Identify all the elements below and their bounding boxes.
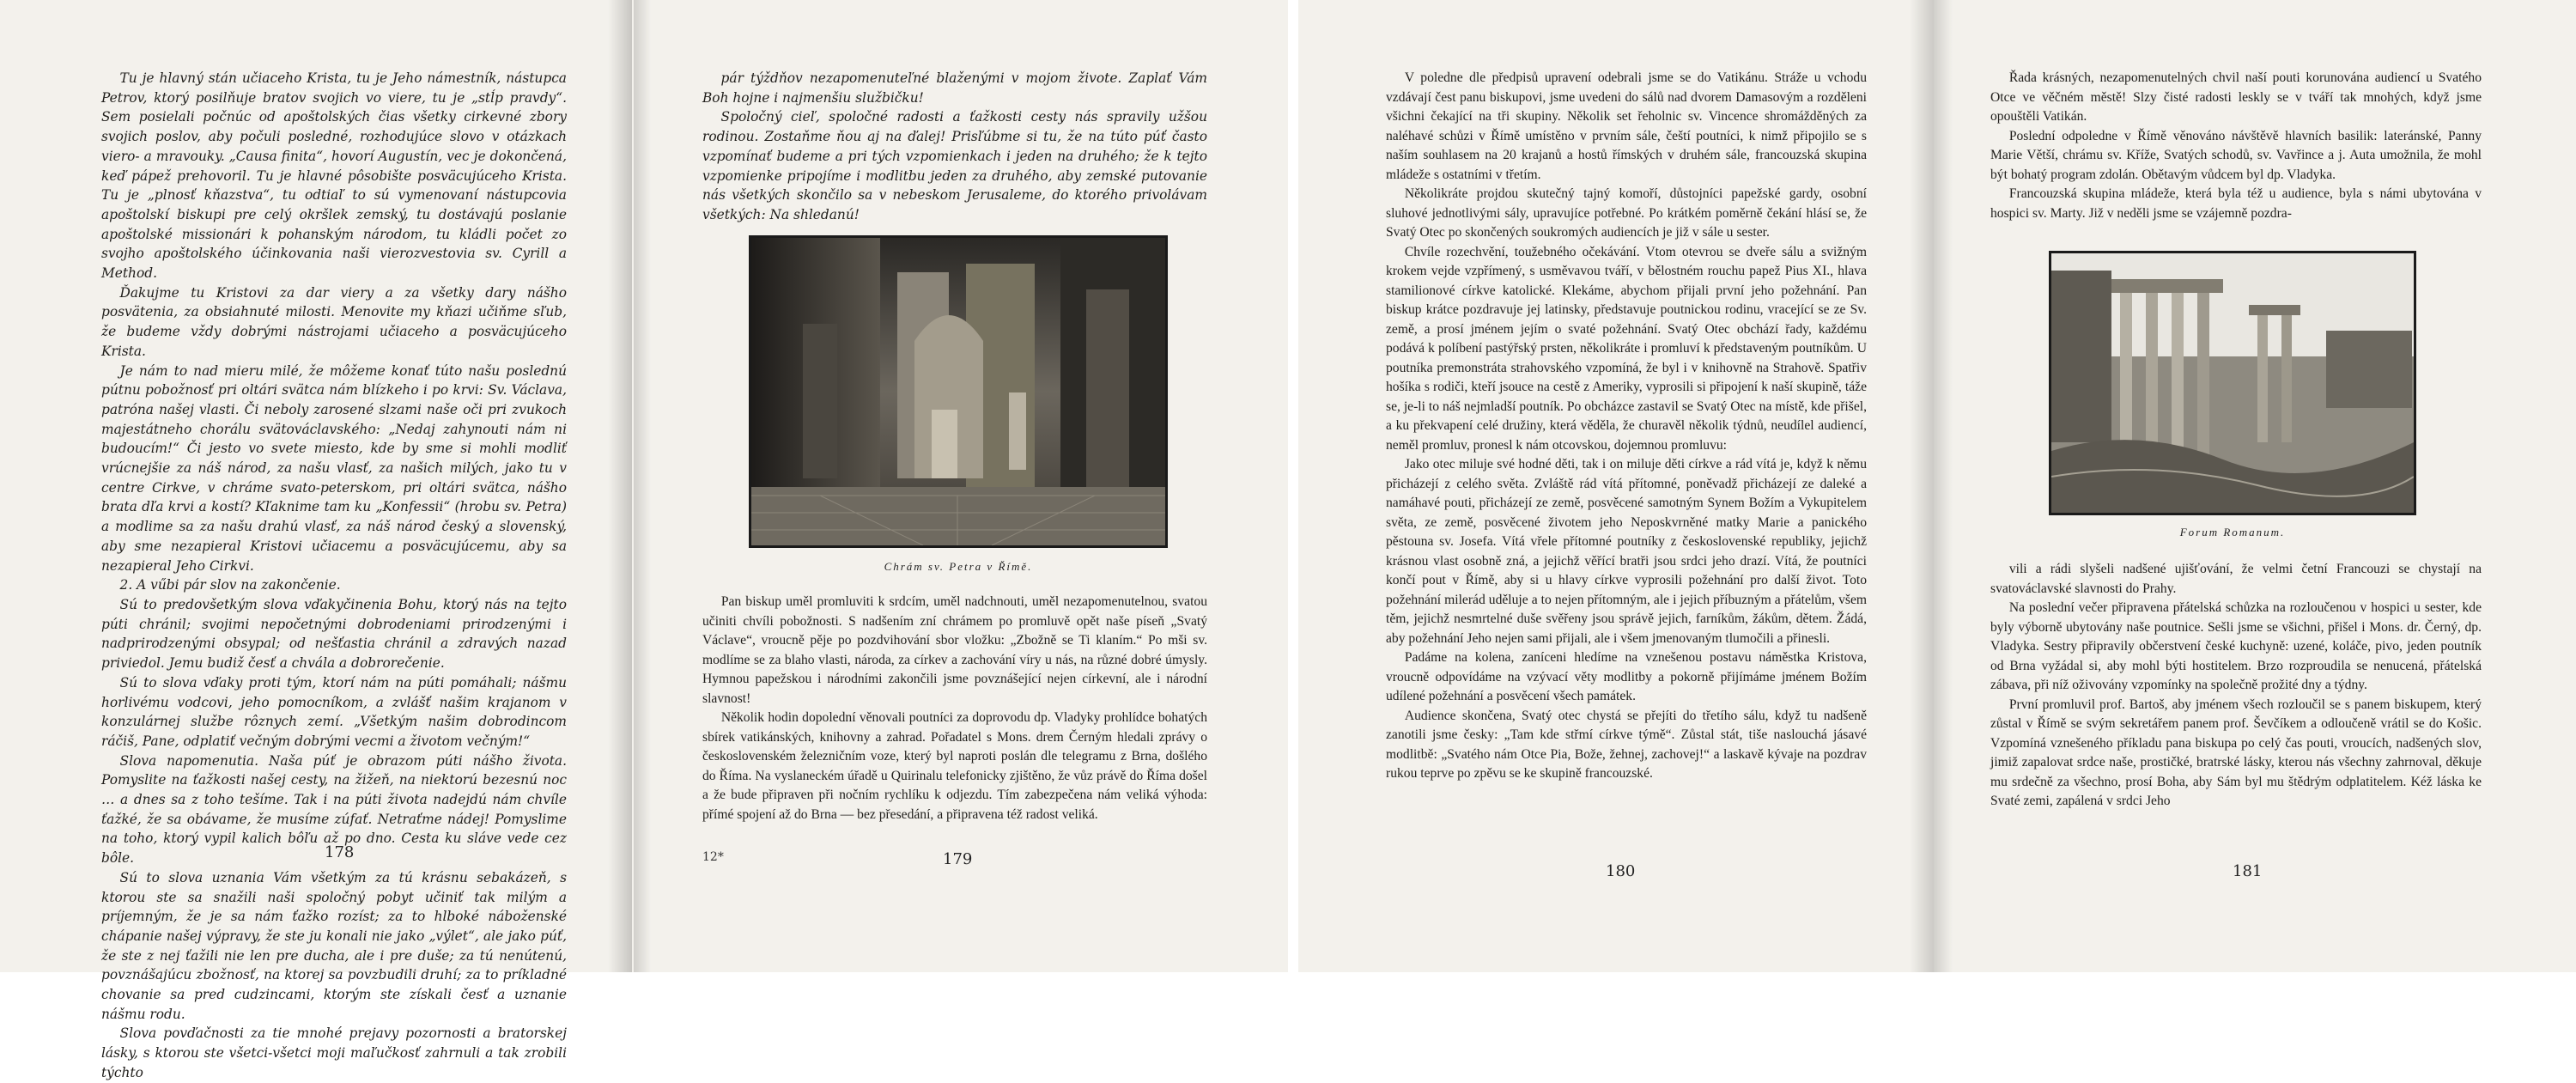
paragraph: 2. A vűbi pár slov na zakončenie.	[119, 577, 341, 593]
page-179-intro	[702, 69, 1207, 225]
forum-romanum-photo	[2049, 251, 2416, 515]
paragraph: pár týždňov nezapomenuteľné blaženými v mojom živote. Zaplať Vám Boh hojne i najmenšiu službičku!	[702, 70, 1207, 106]
paragraph: Ďakujme tu Kristovi za dar viery a za všetky dary nášho posvätenia, za obsiahnuté milosti. Menovite my kňazi učiňme sľub, že budeme vždy dobrými nástrojami učiaceho a posväcujúceho Krista.	[101, 284, 567, 359]
paragraph: Francouzská skupina mládeže, která byla též u audience, byla s námi ubytována v hospici sv. Marty. Již v neděli jsme se vzájemně pozdra-	[1990, 186, 2482, 221]
page-number-179: 179	[943, 850, 973, 868]
spread-divider	[1288, 0, 1298, 972]
paragraph: Slova povďačnosti za tie mnohé prejavy pozornosti a bratorskej lásky, s ktorou ste všetci-všetci moji maľučkosť zahrnuli a tak zrobili týchto	[101, 1025, 567, 1080]
paragraph: Audience skončena, Svatý otec chystá se přejíti do třetího sálu, když tu nadšeně zanotili jsme česky: „Tam kde střmí církve týmě“. Zůstal stát, tiše naslouchá jásavé modlitbě: „Svatého nám Otce Pia, Bože, žehnej, zachovej!“ a laskavě kývaje na pozdrav rukou teprve po zpěvu se ke skupině francouzské.	[1386, 708, 1867, 781]
page-180-text	[1386, 69, 1867, 784]
photo-caption-forum: Forum Romanum.	[2179, 526, 2286, 538]
page-number-181: 181	[2233, 862, 2263, 880]
paragraph: Několikráte projdou skutečný tajný komoří, důstojníci papežské gardy, osobní sluhové jednotlivými sály, upravujíce potřebné. Po krátkém poměrně čekání hlásí se, že Svatý Otec po skončených soukromých audiencích je již v sále u sester.	[1386, 186, 1867, 240]
gutter-right-page	[1934, 0, 1953, 972]
st-peters-basilica-photo	[749, 235, 1168, 548]
page-178-text	[101, 69, 567, 1083]
paragraph: Slova napomenutia. Naša púť je obrazom púti nášho života. Pomyslite na ťažkosti našej cesty, na žižeň, na niektorú bezesnú noc … a dnes sa z toho tešíme. Tak i na púti života nadejdú nám chvíle ťažké, že sa obávame, že musíme zúfať. Netraťme nádej! Pomyslime na toho, ktorý vypil kalich bôľu až po dno. Cesta ku sláve vede cez bôle.	[101, 752, 567, 867]
paragraph: Na poslední večer připravena přátelská schůzka na rozloučenou v hospici u sester, kde byly výborně ubytovány naše poutnice. Sešli jsme se všichni, přišel i Mons. dr. Černý, dp. Vladyka. Sestry připravily občerstvení české kuchyně: uzené, koláče, pivo, jeden poutník od Brna vyžádal si, aby mohl býti hostitelem. Brzo rozproudila se nenucená, přátelská zábava, při níž oživovány vzpomínky na společně prožité dny a týdny.	[1990, 600, 2482, 692]
paragraph: První promluvil prof. Bartoš, aby jménem všech rozloučil se s panem biskupem, který zůstal v Římě se svým sekretářem panem prof. Ševčíkem a odloučeně vrátil se do Košic. Vzpomíná vznešeného příkladu pana biskupa po celý čas pouti, vroucích, nadšených slov, jimiž zapalovat srdce naše, prostičké, bratrské lásky, kterou nás všechny zahrnoval, děkuje mu srdečně za všechno, prosí Boha, aby Sám byl mu štědrým odplatitelem. Kéž láska ke Svaté zemi, zapálená v srdci Jeho	[1990, 697, 2482, 808]
gutter-center-left	[634, 0, 651, 972]
paragraph: Řada krásných, nezapomenutelných chvil naší pouti korunována audiencí u Svatého Otce ve věčném městě! Slzy čisté radosti leskly se v tváří tak mnohých, když jsme opouštěli Vatikán.	[1990, 70, 2482, 124]
paragraph: Tu je hlavný stán učiaceho Krista, tu je Jeho námestník, nástupca Petrov, ktorý posilňuje bratov svojich vo viere, tu je „stĺp pravdy“. Sem posielali počnúc od apoštolských čias všetky cirkevné zbory svojich poslov, aby počuli posledné, rozhodujúce slovo v otázkach viero- a mravouky. „Causa finita“, hovorí Augustín, vec je dokončená, keď pápež prehovoril. Tu je hlavné pôsobište posväcujúceho Krista. Tu je „plnosť kňazstva“, tu odtiaľ to sú vymenovaní nástupcovia apoštolskí biskupi pre celý okršlek zemský, tu dostávajú poslanie apoštolské missionári k pohanským národom, tu kládli počet zo svojho apoštolského účinkovania naši vierozvestovia sv. Cyrill a Method.	[101, 70, 567, 282]
signature-mark: 12*	[702, 850, 724, 864]
paragraph: Sú to slova uznania Vám všetkým za tú krásnu sebakázeň, s ktorou ste sa snažili naši spoločný pobyt učiniť tak milým a príjemným, že je sa nám ťažko rozíst; za to hlboké náboženské chápanie našej výpravy, že ste ju konali nie jako „výlet“, ale jako púť, že ste z nej ťažili nie len pre ducha, ale i pre duše; za tú nenútenú, povznášajúcu zbožnosť, na ktorej sa povzbudili druhí; za to príkladné chovanie sa pred cudzincami, ktorým ste získali česť a uznanie nášmu rodu.	[101, 869, 567, 1022]
paragraph: Několik hodin dopolední věnovali poutníci za doprovodu dp. Vladyky prohlídce bohatých sbírek vatikánských, knihovny a zahrad. Pořadatel s Mons. drem Černým hledali zprávy o československém železničním voze, který byl naproti poslán dle telegramu z Brna, došlého do Říma. Na vyslaneckém úřadě u Quirinalu telefonicky zjištěno, že vůz právě do Říma došel a že bude připraven při nočním rychlíku k odjezdu. Tím zabezpečena nám veliká výhoda: přímé spojení až do Brna — bez přesedání, a připravena též radost veliká.	[702, 710, 1207, 822]
page-179-body	[702, 593, 1207, 824]
paragraph: Jako otec miluje své hodné děti, tak i on miluje děti církve a rád vítá je, když k němu přicházejí z celého světa. Zvláště rád vítá přítomné, poněvadž přicházejí ze daleké a namáhavé pouti, přicházejí ze země, posvěcené samotným Synem Božím a Vykupitelem světa, ze země, posvěcené životem jeho Neposkvrněné matky Marie a panického pěstouna sv. Josefa. Vítá vřele přítomné poutníky z československé republiky, jejichž krásnou vlast osobně zná, a jejichž věřící bratři jsou srdci jeho drazí. Vítá, že poutníci končí pout v Římě, aby si u hlavy církve vyprosili požehnání pro další život. Toto požehnání milerád uděluje a to nejen přítomným, ale i jejich příbuzným a přátelům, všem těm, jejichž nesmrtelné duše svěřeny jsou správě jejich, farníkům, žákům, dětem. Žádá, aby požehnání Jeho nejen sami přijali, ale i všem jmenovaným tlumočili a přinesli.	[1386, 457, 1867, 646]
paragraph: Sú to predovšetkým slova vďakyčinenia Bohu, ktorý nás na tejto púti chránil; svojimi nepočetnými dobrodeniami prirodzenými i nadprirodzenými obsypal; od nešťastia chránil a zdravých nazad priviedol. Jemu budiž česť a chvála a dobrorečenie.	[101, 596, 567, 672]
page-number-178: 178	[325, 843, 355, 861]
paragraph: Padáme na kolena, zaníceni hledíme na vznešenou postavu náměstka Kristova, vroucně odpovídáme na vzývací věty modlitby a pokorně přijímáme jménem Božím udílené požehnání a posvěcení všech památek.	[1386, 650, 1867, 703]
paragraph: Poslední odpoledne v Římě věnováno návštěvě hlavních basilik: lateránské, Panny Marie Větší, chrámu sv. Kříže, Svatých schodů, sv. Vavřince a j. Auta umožnila, že mohl být bohatý program zdolán. Obětavým vůdcem byl dp. Vladyka.	[1990, 128, 2482, 182]
paragraph: vili a rádi slyšeli nadšené ujišťování, že velmi četní Francouzi se chystají na svatováclavské slavnosti do Prahy.	[1990, 562, 2482, 596]
photo-caption-st-peters: Chrám sv. Petra v Římě.	[884, 560, 1033, 573]
paragraph: Chvíle rozechvění, toužebného očekávání. Vtom otevrou se dveře sálu a svižným krokem vejde vzpřímený, s usměvavou tváří, v bělostném rouchu papež Pius XI., hlava stamilionové církve katolické. Klekáme, abychom přijali první jeho požehnání. Pan biskup krátce pozdravuje jej latinsky, představuje poutnickou rodinu, vracející se ze Sv. země, a prosí jménem jejím o svaté požehnání. Svatý Otec obchází řady, každému podává k políbení pastýřský prsten, několikráte i promluví k představeným poutníkům. U poutníka premonstráta strahovského vzpomíná, že byl i v knihovně na Strahově. Spatřiv hošíka s rodiči, kteří jsouce na cestě z Ameriky, vyprosili si připojení k naší skupině, táže se, je-li to náš nejmladší poutník. Po obcházce zastavil se Svatý Otec na místě, kde přišel, a ku překvapení celé družiny, která věděla, že churavěl několik týdnů, neudílel audiencí, neměl promluv, pronesl k nám otcovskou, dojemnou promluvu:	[1386, 244, 1867, 453]
paragraph: Je nám to nad mieru milé, že môžeme konať túto našu poslednú pútnu pobožnosť pri oltári svätca nám blízkeho i po krvi: Sv. Václava, patróna našej vlasti. Či neboly zarosené slzami naše oči pri zvukoch majestátneho chorálu svätováclavského: „Nedaj zahynouti nám ni budoucím!“ Či jesto vo svete miesto, kde by sme si mohli modliť vrúcnejšie za náš národ, za našu vlasť, za našich milých, jako tu v centre Cirkve, v chráme svato-peterskom, pri oltári svätca, nášho brata dľa krvi a kostí? Kľaknime tam ku „Konfessii“ (hrobu sv. Petra) a modlime sa za našu drahú vlasť, za náš národ český a slovenský, aby sme nezapieral Kristovi učiacemu a posväcujúcemu, aby sa nezapieral Jeho Cirkvi.	[101, 362, 567, 574]
gutter-left	[608, 0, 632, 972]
page-181-intro	[1990, 69, 2482, 223]
paragraph: Sú to slova vďaky proti tým, ktorí nám na púti pomáhali; nášmu horlivému vodcovi, jeho pomocníkom, a zvlášť našim krajanom v konzulárnej službe rôznych zemí. „Všetkým našim dobrodincom ráčiš, Pane, odplatiť večným dobrými vecmi a životom večným!“	[101, 674, 567, 749]
page-181-body	[1990, 560, 2482, 812]
paragraph: Pan biskup uměl promluviti k srdcím, uměl nadchnouti, uměl nezapomenutelnou, svatou učiniti chvíli pobožnosti. S nadšením zní chrámem po promluvě opět naše píseň „Svatý Václave“, vroucně pěje po pozdvihování sbor vložku: „Zbožně se Ti klaním.“ Po mši sv. modlíme se za blaho vlasti, národa, za církev a zachování víry u nás, na různé dobré úmysly. Hymnou papežskou i národními zakončili jsme povznášející nejen církevní, ale i národní slavnost!	[702, 594, 1207, 706]
paragraph: V poledne dle předpisů upravení odebrali jsme se do Vatikánu. Stráže u vchodu vzdávají čest panu biskupovi, jsme uvedeni do sálů nad dvorem Damasovým a rozděleni všichni čekající na tři skupiny. Několik set řeholnic sv. Vincence shromážděných za naléhavé schůzi v Římě umístěno v prvním sále, čeští poutníci, k nimž připojilo se s naším souhlasem na 20 krajanů a hostů římských v druhém sále, francouzská skupina mládeže s ostatními v třetím.	[1386, 70, 1867, 182]
paragraph: Spoločný cieľ, spoločné radosti a ťažkosti cesty nás spravily užšou rodinou. Zostaňme ňou aj na ďalej! Prisľúbme si tu, že na túto púť často vzpomínať budeme a pri tých vzpomienkach i jeden na druhého; že k tejto vzpomienke pripojíme i modlitbu jeden za druhého, aby zemské putovanie nás všetkých skončilo sa v nebeskom Jerusaleme, do ktorého privolávam všetkých: Na shledanú!	[702, 109, 1207, 222]
gutter-center-right	[1910, 0, 1934, 972]
page-number-180: 180	[1606, 862, 1636, 880]
